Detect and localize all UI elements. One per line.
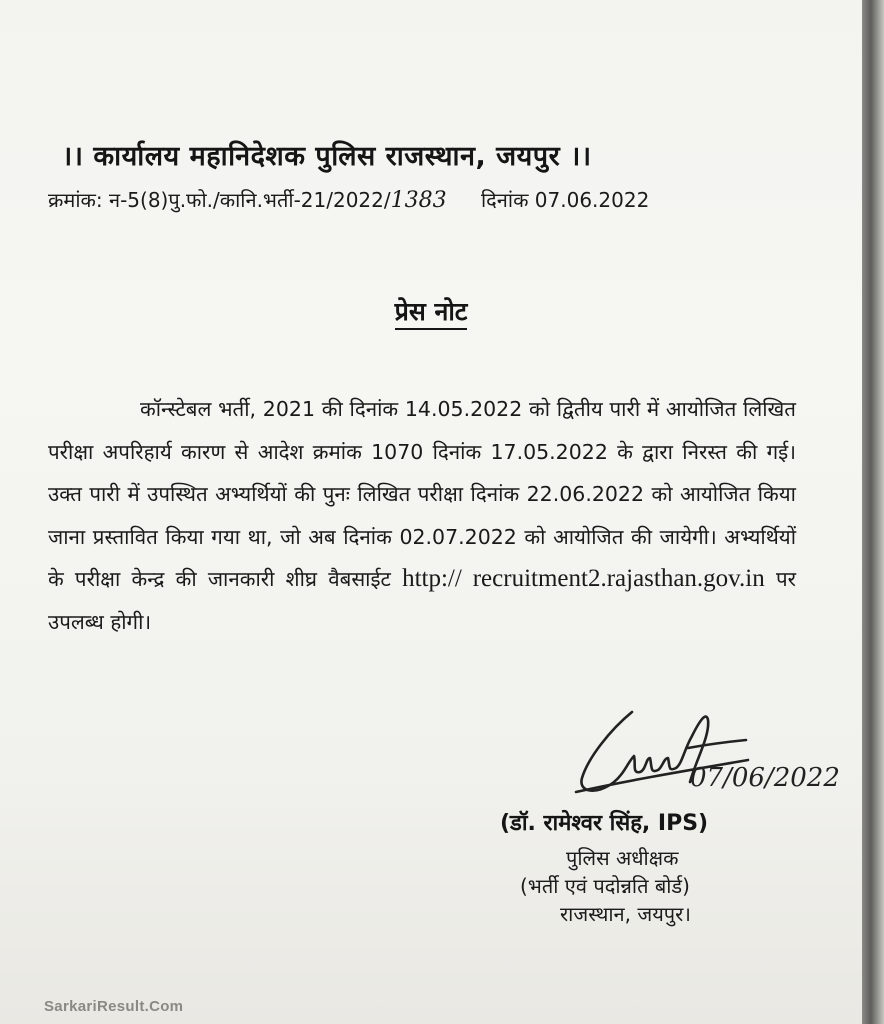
signatory-name: (डॉ. रामेश्वर सिंह, IPS)	[500, 811, 709, 836]
reference-line	[48, 186, 808, 213]
date-value: 07.06.2022	[534, 188, 650, 212]
watermark: SarkariResult.Com	[44, 998, 184, 1015]
date-label: दिनांक	[480, 188, 529, 212]
handwritten-signature-image	[570, 700, 850, 810]
press-note-closing: पर उपलब्ध होगी।	[48, 567, 796, 634]
press-note-body	[48, 388, 796, 643]
recruitment-website-url: http:// recruitment2.rajasthan.gov.in	[402, 565, 765, 592]
press-note-paragraph: कॉन्स्टेबल भर्ती, 2021 की दिनांक 14.05.2022 को द्वितीय पारी में आयोजित लिखित परीक्षा अपरिहार्य कारण से आदेश क्रमांक 1070 दिनांक 17.05.2022 के द्वारा निरस्त की गई। उक्त पारी में उपस्थित अभ्यर्थियों की पुनः लिखित परीक्षा दिनांक 22.06.2022 को आयोजित किया जाना प्रस्तावित किया गया था, जो अब दिनांक 02.07.2022 को आयोजित की जायेगी। अभ्यर्थियों के परीक्षा केन्द्र की जानकारी शीघ्र वैबसाईट	[48, 397, 796, 591]
signatory-location: राजस्थान, जयपुर।	[560, 902, 691, 926]
reference-label: क्रमांक:	[48, 188, 103, 212]
reference-number: न-5(8)पु.फो./कानि.भर्ती-21/2022/	[108, 188, 391, 212]
document-title: प्रेस नोट	[395, 297, 468, 330]
signatory-board: (भर्ती एवं पदोन्नति बोर्ड)	[520, 874, 690, 898]
document-title-wrapper	[0, 294, 862, 328]
handwritten-signature-date: 07/06/2022	[690, 763, 840, 793]
office-title: ।। कार्यालय महानिदेशक पुलिस राजस्थान, जयपुर ।।	[62, 141, 592, 172]
signatory-designation: पुलिस अधीक्षक	[566, 846, 679, 870]
binder-edge	[862, 0, 884, 1024]
handwritten-reference-number: 1383	[390, 188, 447, 213]
